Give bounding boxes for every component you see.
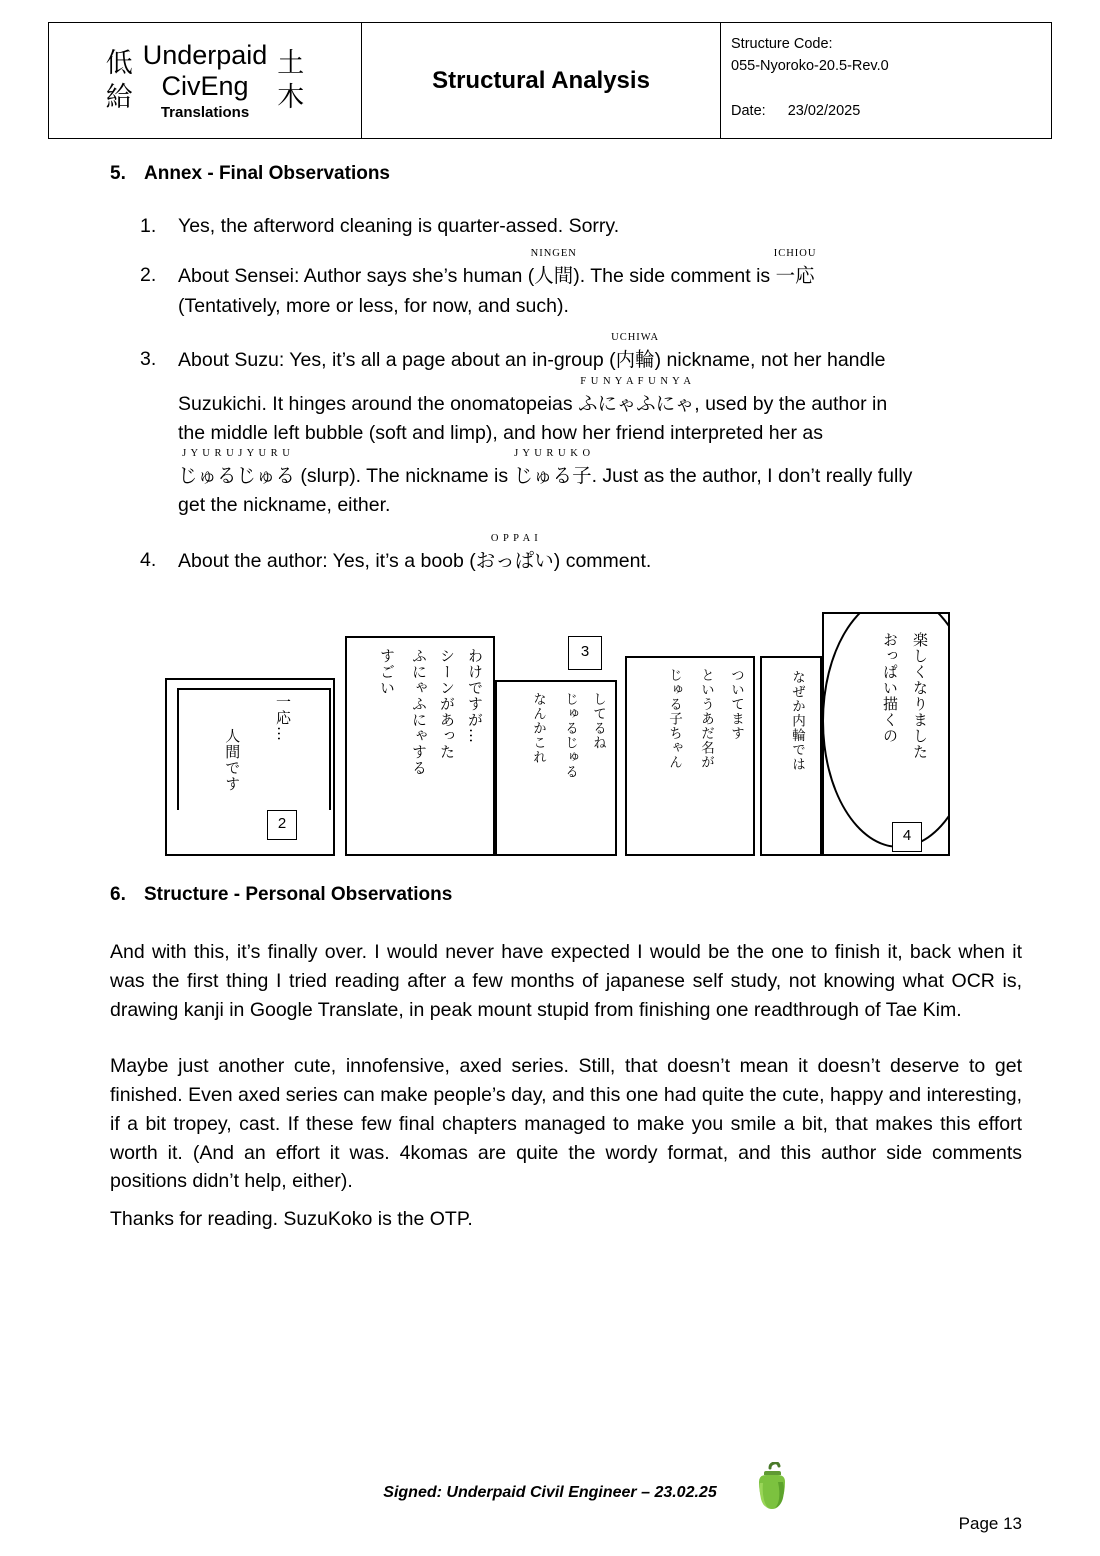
- logo-name-line2: CivEng: [161, 70, 249, 101]
- date-label: Date:: [731, 102, 766, 119]
- panel6-col2: おっぱい描くの: [881, 632, 899, 744]
- panel5-text: なぜか内輪では: [789, 670, 805, 772]
- list-item-tail: (Tentatively, more or less, for now, and such).: [178, 294, 569, 317]
- list-item-tail: ) comment.: [553, 550, 652, 572]
- panel2-col2: シーンがあった: [438, 648, 456, 760]
- comic-mark-3: 3: [568, 636, 602, 670]
- ruby-base: じゅる子: [513, 463, 592, 487]
- ruby-annotation: O P P A I: [490, 533, 539, 544]
- section-6-heading: [110, 884, 452, 906]
- panel3-col1: してるね: [590, 692, 606, 750]
- header-meta-cell: [721, 23, 1051, 138]
- document-header: [48, 22, 1052, 139]
- logo-kanji-right-bottom: 木: [277, 81, 305, 113]
- ruby-base: 内輪: [615, 347, 655, 371]
- list-item-part8: get the nickname, either.: [178, 493, 391, 516]
- logo-kanji-left: [106, 47, 133, 115]
- comic-panel-6: [822, 612, 950, 856]
- ruby-annotation: ICHIOU: [773, 248, 817, 260]
- comic-mark-4: 4: [892, 822, 922, 852]
- ruby-jyuruko: [513, 447, 592, 491]
- section-5-number: 5.: [110, 163, 126, 184]
- section-6-title: Structure - Personal Observations: [144, 884, 453, 905]
- list-item: [140, 248, 1020, 321]
- list-item-lead: About Suzu: Yes, it’s all a page about an in-group (: [178, 348, 616, 371]
- panel3-col2: じゅるじゅる: [562, 692, 578, 779]
- list-item-part4: , used by the author in: [694, 393, 888, 415]
- ruby-annotation: NINGEN: [530, 248, 577, 260]
- list-item-text: Yes, the afterword cleaning is quarter-assed. Sorry.: [178, 215, 620, 237]
- header-title: Structural Analysis: [362, 23, 721, 138]
- list-item-marker: 4.: [140, 549, 157, 571]
- list-item-lead: About the author: Yes, it’s a boob (: [178, 550, 476, 572]
- comic-panel-3: [495, 680, 617, 856]
- panel4-col1: ついてます: [728, 668, 744, 741]
- comic-panel-4: [625, 656, 755, 856]
- ruby-base: じゅるじゅる: [178, 463, 296, 487]
- ruby-annotation: F U N Y A F U N Y A: [580, 376, 692, 387]
- list-item-marker: 1.: [140, 215, 157, 237]
- logo-kanji-left-top: 低: [105, 47, 133, 79]
- ruby-funyafunya: [578, 376, 695, 419]
- ruby-annotation: J Y U R U K O: [514, 447, 592, 459]
- list-item-part7: . Just as the author, I don’t really fully: [591, 464, 913, 487]
- list-item-marker: 3.: [140, 347, 157, 370]
- bell-pepper-icon: [752, 1462, 792, 1514]
- signature-line: Signed: Underpaid Civil Engineer – 23.02.25: [383, 1484, 717, 1501]
- ruby-uchiwa: [611, 331, 660, 375]
- comic-panel-2: [345, 636, 495, 856]
- list-item-line4: [178, 447, 1020, 491]
- ruby-annotation: J Y U R U J Y U R U: [182, 447, 291, 459]
- date-value: 23/02/2025: [787, 102, 861, 119]
- logo-kanji-right: [277, 47, 304, 115]
- list-item-part6: (slurp). The nickname is: [295, 464, 514, 487]
- list-item-part3: Suzukichi. It hinges around the onomatopeias: [178, 393, 579, 415]
- list-item-lead: About Sensei: Author says she’s human (: [178, 265, 535, 288]
- panel4-col3: じゅる子ちゃん: [666, 668, 682, 770]
- logo-kanji-right-top: 土: [277, 47, 305, 79]
- section-6-number: 6.: [110, 884, 126, 905]
- section-5-heading: [110, 163, 390, 185]
- header-logo-cell: [49, 23, 362, 138]
- list-item-marker: 2.: [140, 264, 157, 287]
- panel2-col3: ふにゃふにゃする: [410, 648, 428, 776]
- annex-observations-list: [140, 212, 1020, 596]
- section-5-title: Annex - Final Observations: [144, 163, 390, 184]
- section-6-paragraph-2: Maybe just another cute, innofensive, axed series. Still, that doesn’t mean it doesn’t deserve to get finished. Even axed series can make people’s day, and this one had quite the cute, happy and interesting, if a bit tropey, cast. If these few final chapters managed to make you smile a bit, that makes this effort worth it. (And an effort it was. 4komas are quite the wordy format, and this author side comments positions didn’t help, either).: [110, 1055, 1022, 1193]
- date-row: [731, 100, 1051, 122]
- list-item-part5: the middle left bubble (soft and limp), and how her friend interpreted her as: [178, 422, 823, 445]
- list-item: [140, 533, 1020, 576]
- logo-subtitle: Translations: [160, 103, 250, 121]
- panel3-col3: なんかこれ: [530, 692, 546, 765]
- logo-name: [143, 40, 268, 121]
- list-item: [140, 331, 1020, 520]
- list-item-mid: ). The side comment is: [573, 265, 776, 288]
- panel4-col2: というあだ名が: [698, 668, 714, 770]
- structure-code-label: Structure Code:: [731, 36, 833, 52]
- panel1-bubble-text: 一応…: [274, 694, 292, 742]
- ruby-base: おっぱい: [475, 549, 554, 572]
- panel1-text: 人間です: [223, 728, 242, 792]
- ruby-base: 一応: [775, 264, 815, 288]
- panel2-col4: すごい: [378, 648, 396, 696]
- comic-panel-5: [760, 656, 822, 856]
- ruby-oppai: [475, 533, 554, 576]
- ruby-jyurujyuru: [178, 447, 296, 491]
- comic-strip: [160, 608, 960, 858]
- structure-code-value: 055-Nyoroko-20.5-Rev.0: [731, 58, 889, 75]
- ruby-base: ふにゃふにゃ: [578, 392, 695, 415]
- page-number: Page 13: [958, 1514, 1022, 1533]
- ruby-annotation: UCHIWA: [611, 331, 660, 343]
- ruby-ichiou: [773, 248, 817, 291]
- list-item-line2: [178, 376, 1020, 419]
- ruby-ningen: [530, 248, 577, 291]
- list-item-part2: ) nickname, not her handle: [654, 348, 886, 371]
- section-6-paragraph-1: And with this, it’s finally over. I would never have expected I would be the one to finish it, back when it was the first thing I tried reading after a few months of japanese self study, not knowing what OCR is, drawing kanji in Google Translate, in peak mount stupid from finishing one readthrough of Tae Kim.: [110, 941, 1022, 1021]
- logo-kanji-left-bottom: 給: [105, 81, 133, 113]
- comic-mark-2: 2: [267, 810, 297, 840]
- ruby-base: 人間: [534, 264, 574, 288]
- panel2-col1: わけですが…: [466, 648, 484, 744]
- logo-name-line1: Underpaid: [142, 39, 268, 70]
- comic-panel-1: [165, 678, 335, 856]
- panel6-col1: 楽しくなりました: [911, 632, 929, 760]
- list-item: [140, 212, 1020, 241]
- section-6-paragraph-3: Thanks for reading. SuzuKoko is the OTP.: [110, 1208, 473, 1230]
